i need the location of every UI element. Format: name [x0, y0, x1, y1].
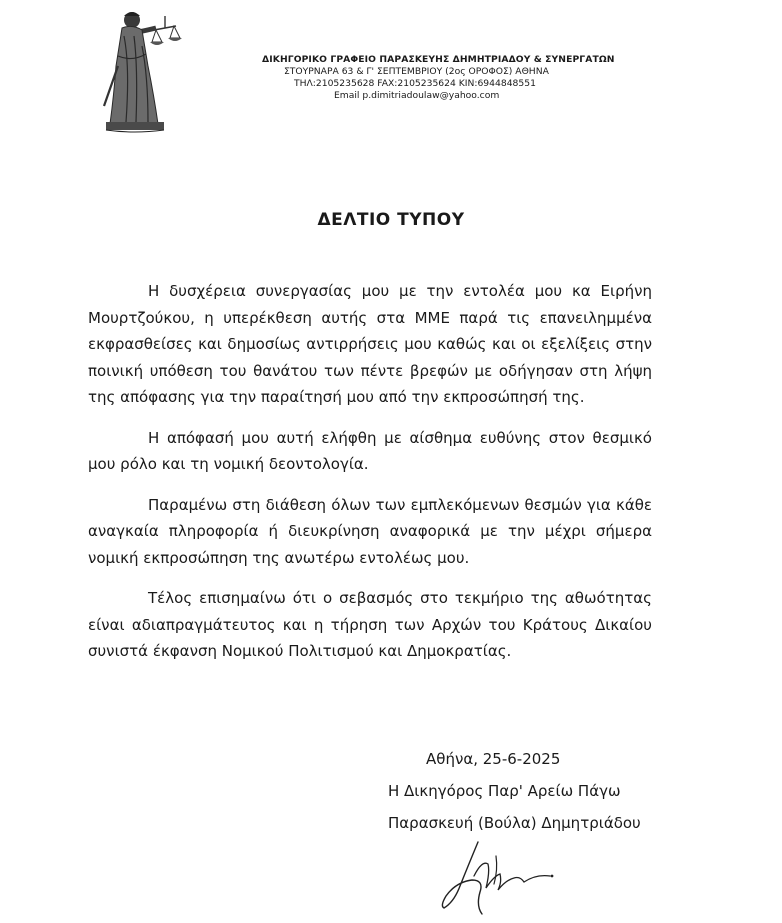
body-paragraph: Η δυσχέρεια συνεργασίας μου με την εντολέα μου κα Ειρήνη Μουρτζούκου, η υπερέκθεση αυτής στα ΜΜΕ παρά τις επανειλημμένα εκφρασθείσες και δημοσίως αντιρρήσεις μου καθώς και οι εξελίξεις στην ποινική υπόθεση του θανάτου των πέντε βρεφών με οδήγησαν στη λήψη της απόφασης για την παραίτησή μου από την εκπροσώπησή της.: [88, 282, 652, 406]
document-body: [88, 278, 652, 679]
firm-name: ΔΙΚΗΓΟΡΙΚΟ ΓΡΑΦΕΙΟ ΠΑΡΑΣΚΕΥΗΣ ΔΗΜΗΤΡΙΑΔΟΥ & ΣΥΝΕΡΓΑΤΩΝ: [262, 54, 615, 65]
firm-email: Email p.dimitriadoulaw@yahoo.com: [334, 90, 500, 101]
place-date: Αθήνα, 25-6-2025: [426, 750, 561, 768]
closing-block: [388, 748, 688, 834]
document-title: ΔΕΛΤΙΟ ΤΥΠΟΥ: [317, 210, 465, 230]
body-paragraph: Τέλος επισημαίνω ότι ο σεβασμός στο τεκμήριο της αθωότητας είναι αδιαπραγμάτευτος και η τήρηση των Αρχών του Κράτους Δικαίου συνιστά έκφανση Νομικού Πολιτισμού και Δημοκρατίας.: [88, 589, 652, 660]
firm-phones: ΤΗΛ:2105235628 FAX:2105235624 ΚΙΝ:6944848551: [294, 78, 536, 89]
signatory-name: Παρασκευή (Βούλα) Δημητριάδου: [388, 814, 641, 832]
body-paragraph: Παραμένω στη διάθεση όλων των εμπλεκόμενων θεσμών για κάθε αναγκαία πληροφορία ή διευκρίνηση αναφορικά με την μέχρι σήμερα νομική εκπροσώπηση της ανωτέρω εντολέως μου.: [88, 495, 652, 567]
body-paragraph: Η απόφασή μου αυτή ελήφθη με αίσθημα ευθύνης στον θεσμικό μου ρόλο και τη νομική δεοντολογία.: [88, 428, 652, 473]
handwritten-signature-icon: [438, 836, 562, 918]
letterhead: [262, 54, 622, 102]
signatory-title: Η Δικηγόρος Παρ' Αρείω Πάγω: [388, 782, 621, 800]
firm-address: ΣΤΟΥΡΝΑΡΑ 63 & Γ' ΣΕΠΤΕΜΒΡΙΟΥ (2ος ΟΡΟΦΟΣ) ΑΘΗΝΑ: [284, 66, 549, 77]
lady-justice-logo-icon: [96, 6, 182, 134]
